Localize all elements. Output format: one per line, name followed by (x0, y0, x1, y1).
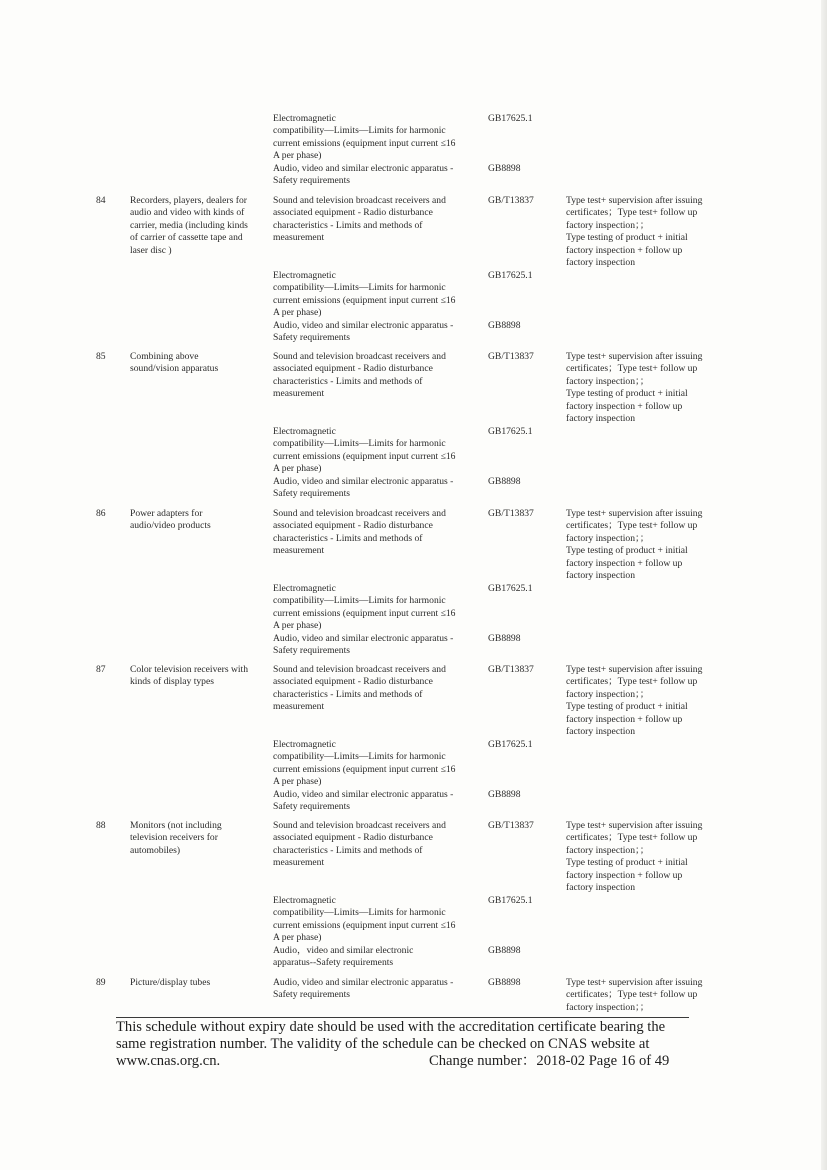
footer-notice-line: This schedule without expiry date should be used with the accreditation certificate bearing the (116, 1019, 666, 1035)
standard-title: Audio, video and similar electronic apparatus - Safety requirements (273, 476, 454, 500)
standard-title: Sound and television broadcast receivers and associated equipment - Radio disturbance characteristics - Limits and methods of measurement (273, 195, 446, 244)
standard-code: GB17625.1 (488, 270, 533, 281)
standard-code: GB8898 (488, 476, 521, 487)
product-name: Power adapters for audio/video products (130, 508, 211, 532)
standard-code: GB8898 (488, 977, 521, 988)
standard-code: GB/T13837 (488, 664, 534, 675)
standard-code: GB/T13837 (488, 351, 534, 362)
row-number: 86 (96, 508, 106, 519)
certification-method: Type test+ supervision after issuing certificates；Type test+ follow up factory inspection；； (566, 977, 703, 1013)
certification-method: Type test+ supervision after issuing certificates；Type test+ follow up factory inspection；； Type testing of product + initial factory inspection + follow up factory inspection (566, 820, 703, 894)
standard-title: Electromagnetic compatibility—Limits—Limits for harmonic current emissions (equipment input current ≤16 A per phase) (273, 113, 456, 162)
standard-title: Audio, video and similar electronic apparatus - Safety requirements (273, 633, 454, 657)
footer-website: www.cnas.org.cn. (116, 1053, 221, 1069)
standard-code: GB8898 (488, 163, 521, 174)
standard-title: Sound and television broadcast receivers and associated equipment - Radio disturbance characteristics - Limits and methods of measurement (273, 351, 446, 400)
row-number: 89 (96, 977, 106, 988)
row-number: 87 (96, 664, 106, 675)
standard-code: GB17625.1 (488, 895, 533, 906)
standard-code: GB17625.1 (488, 113, 533, 124)
standard-title: Electromagnetic compatibility—Limits—Limits for harmonic current emissions (equipment input current ≤16 A per phase) (273, 583, 456, 632)
standard-title: Audio, video and similar electronic apparatus - Safety requirements (273, 789, 454, 813)
standard-title: Electromagnetic compatibility—Limits—Limits for harmonic current emissions (equipment input current ≤16 A per phase) (273, 426, 456, 475)
standard-code: GB17625.1 (488, 583, 533, 594)
certification-method: Type test+ supervision after issuing certificates；Type test+ follow up factory inspection；； Type testing of product + initial factory inspection + follow up factory inspection (566, 195, 703, 269)
standard-code: GB8898 (488, 945, 521, 956)
standard-title: Electromagnetic compatibility—Limits—Limits for harmonic current emissions (equipment input current ≤16 A per phase) (273, 739, 456, 788)
standard-code: GB/T13837 (488, 195, 534, 206)
product-name: Recorders, players, dealers for audio and video with kinds of carrier, media (including kinds of carrier of cassette tape and laser disc ) (130, 195, 248, 256)
standard-code: GB17625.1 (488, 426, 533, 437)
standard-code: GB8898 (488, 633, 521, 644)
row-number: 84 (96, 195, 106, 206)
certification-method: Type test+ supervision after issuing certificates；Type test+ follow up factory inspection；； Type testing of product + initial factory inspection + follow up factory inspection (566, 508, 703, 582)
standard-title: Audio, video and similar electronic apparatus - Safety requirements (273, 320, 454, 344)
standard-code: GB8898 (488, 320, 521, 331)
product-name: Picture/display tubes (130, 977, 211, 988)
standard-code: GB17625.1 (488, 739, 533, 750)
standard-title: Electromagnetic compatibility—Limits—Limits for harmonic current emissions (equipment input current ≤16 A per phase) (273, 270, 456, 319)
footer-divider (116, 1017, 689, 1018)
standard-title: Sound and television broadcast receivers and associated equipment - Radio disturbance characteristics - Limits and methods of measurement (273, 820, 446, 869)
standard-code: GB8898 (488, 789, 521, 800)
change-number-page: Change number：2018-02 Page 16 of 49 (429, 1053, 670, 1069)
product-name: Combining above sound/vision apparatus (130, 351, 219, 375)
row-number: 88 (96, 820, 106, 831)
row-number: 85 (96, 351, 106, 362)
page-footer (116, 1019, 676, 1070)
standard-title: Electromagnetic compatibility—Limits—Limits for harmonic current emissions (equipment input current ≤16 A per phase) (273, 895, 456, 944)
standard-title: Audio, video and similar electronic apparatus - Safety requirements (273, 163, 454, 187)
standard-title: Sound and television broadcast receivers and associated equipment - Radio disturbance characteristics - Limits and methods of measurement (273, 664, 446, 713)
standard-code: GB/T13837 (488, 508, 534, 519)
certification-method: Type test+ supervision after issuing certificates；Type test+ follow up factory inspection；； Type testing of product + initial factory inspection + follow up factory inspection (566, 351, 703, 425)
scan-edge (821, 0, 827, 1170)
product-name: Monitors (not including television receivers for automobiles) (130, 820, 222, 856)
footer-notice-line: same registration number. The validity of the schedule can be checked on CNAS website at (116, 1036, 650, 1052)
certification-method: Type test+ supervision after issuing certificates；Type test+ follow up factory inspection；； Type testing of product + initial factory inspection + follow up factory inspection (566, 664, 703, 738)
product-name: Color television receivers with kinds of display types (130, 664, 249, 688)
standard-title: Sound and television broadcast receivers and associated equipment - Radio disturbance characteristics - Limits and methods of measurement (273, 508, 446, 557)
standard-title: Audio，video and similar electronic apparatus--Safety requirements (273, 945, 414, 969)
standard-title: Audio, video and similar electronic apparatus - Safety requirements (273, 977, 454, 1001)
standard-code: GB/T13837 (488, 820, 534, 831)
